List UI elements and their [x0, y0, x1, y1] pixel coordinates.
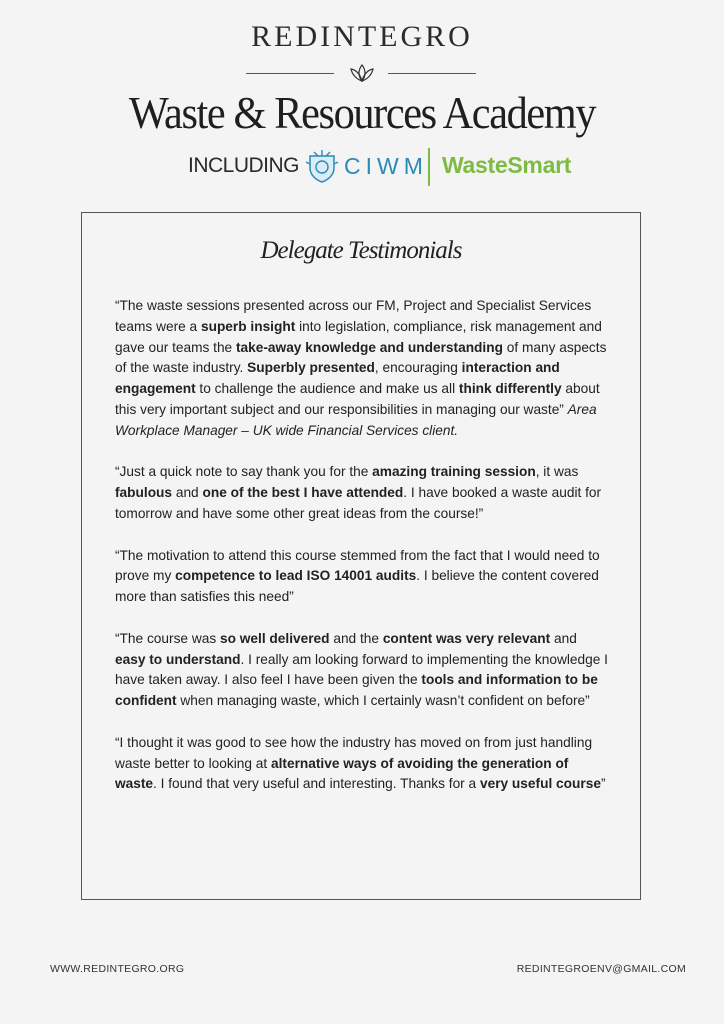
quote-highlight: Superbly presented [247, 360, 375, 376]
quote-highlight: amazing training session [372, 464, 536, 480]
testimonial-quote [115, 733, 611, 795]
testimonial-quote [115, 462, 611, 524]
quote-highlight: so well delivered [219, 630, 330, 646]
quote-text: into legislation, compliance, risk management and gave our teams the [115, 318, 602, 355]
ciwm-logo-text: CIWM [344, 153, 428, 179]
quote-highlight: one of the best I have attended [202, 485, 404, 501]
quote-highlight: interaction and engagement [115, 360, 560, 397]
quote-text: to challenge the audience and make us all [195, 381, 459, 397]
quote-attribution: Area Workplace Manager – UK wide Financial Services client. [115, 401, 597, 438]
testimonials-card [81, 212, 641, 900]
quote-text: and the [329, 630, 383, 646]
testimonial-list [115, 296, 611, 816]
ornament-line-right [388, 73, 476, 74]
quote-text: and [550, 630, 577, 646]
quote-text: . I believe the content covered more than satisfies this need” [115, 568, 599, 605]
quote-text: , it was [535, 464, 579, 480]
card-title: Delegate Testimonials [260, 237, 462, 264]
quote-text: when managing waste, which I certainly wasn’t confident on before” [176, 693, 590, 709]
ornament-line-left [246, 73, 334, 74]
ciwm-crest-icon [304, 148, 340, 184]
quote-highlight: think differently [458, 381, 562, 397]
lotus-icon [346, 62, 378, 84]
including-label: INCLUDING [188, 154, 300, 177]
quote-text: . I found that very useful and interesting. Thanks for a [153, 776, 480, 792]
brand-wordmark: REDINTEGRO [251, 20, 473, 53]
quote-highlight: competence to lead ISO 14001 audits [175, 568, 417, 584]
quote-text: “The course was [115, 630, 220, 646]
quote-highlight: very useful course [479, 776, 601, 792]
quote-text: about this very important subject and our responsibilities in managing our waste” [115, 381, 600, 417]
quote-text: “The waste sessions presented across our FM, Project and Specialist Services teams were a [115, 298, 592, 334]
partner-logos [188, 148, 588, 188]
quote-text: of many aspects of the waste industry. [115, 339, 607, 376]
quote-highlight: tools and information to be confident [115, 672, 598, 709]
wastesmart-logo-text: WasteSmart [442, 152, 572, 178]
quote-highlight: fabulous [115, 485, 173, 501]
quote-text: , encouraging [374, 360, 462, 376]
website-link[interactable]: WWW.REDINTEGRO.ORG [50, 963, 185, 975]
quote-text: ” [600, 776, 606, 792]
testimonial-quote [115, 296, 611, 442]
quote-text: and [172, 485, 203, 501]
quote-text: “Just a quick note to say thank you for the [115, 464, 373, 480]
quote-highlight: take-away knowledge and understanding [235, 339, 503, 355]
quote-highlight: content was very relevant [382, 630, 551, 646]
testimonial-quote [115, 546, 611, 608]
quote-text: . I have booked a waste audit for tomorrow and have some other great ideas from the course!” [115, 485, 602, 521]
testimonial-quote [115, 629, 611, 712]
email-link[interactable]: REDINTEGROENV@GMAIL.COM [516, 963, 686, 975]
header-ornament [0, 62, 724, 86]
logo-divider [428, 148, 430, 186]
quote-text: . I really am looking forward to implementing the knowledge I have taken away. I also feel I have been given the [115, 651, 608, 688]
academy-title: Waste & Resources Academy [128, 87, 596, 138]
quote-text: “I thought it was good to see how the industry has moved on from just handling waste better to looking at [115, 734, 593, 771]
quote-highlight: superb insight [200, 318, 296, 334]
quote-text: “The motivation to attend this course stemmed from the fact that I would need to prove my [115, 547, 600, 584]
quote-highlight: easy to understand [115, 651, 241, 667]
quote-highlight: alternative ways of avoiding the generation of waste [115, 755, 569, 792]
